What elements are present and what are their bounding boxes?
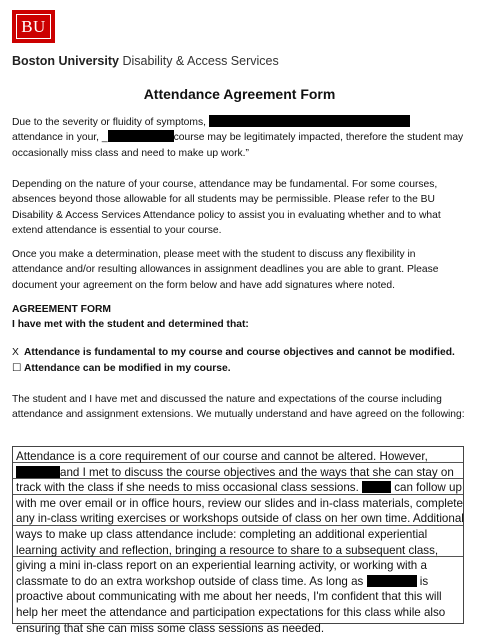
redaction-bar <box>108 130 174 142</box>
redaction-bar <box>16 466 60 478</box>
checkbox-checked-icon[interactable]: X <box>12 347 19 358</box>
form-title: Attendance Agreement Form <box>143 86 336 102</box>
intro-text-2: attendance in your, _ <box>12 132 108 144</box>
option-modifiable-label: Attendance can be modified in my course. <box>24 363 231 374</box>
redaction-bar <box>362 481 391 493</box>
agreement-text-2: and I met to discuss the course objectives and the ways that she can stay on track with the class if she needs to miss occasional class sessions. <box>16 465 454 495</box>
bu-logo-text: BU <box>16 14 51 39</box>
intro-text-1: Due to the severity or fluidity of symptoms, <box>12 117 209 128</box>
checkbox-empty-icon[interactable]: ☐ <box>12 363 22 374</box>
attendance-paragraph: Depending on the nature of your course, attendance may be fundamental. For some courses, absences beyond those allowable for all students may be permissible. Please refer to the BU Disability & Access Services Attendance policy to assist you in evaluating whether and to what extend attendance is essential to your course. <box>12 179 441 236</box>
agreement-subheading: I have met with the student and determined that: <box>12 319 249 330</box>
agreement-text-4: is proactive about communicating with me about her needs, I'm confident that this will help her meet the attendance and participation expectations for this class while also ensuring that she can miss some class sessions as needed. <box>16 574 446 635</box>
mutual-agreement-paragraph: The student and I have met and discussed the nature and expectations of the course including attendance and assignment extensions. We mutually understand and have agreed on the following: <box>12 394 465 421</box>
intro-text-3: course may be legitimately impacted, therefore the student may occasionally miss class and need to make up work.” <box>12 132 464 159</box>
option-fundamental-label: Attendance is fundamental to my course and course objectives and cannot be modified. <box>24 347 455 358</box>
agreement-text-3: can follow up with me over email or in office hours, review our slides and in-class materials, complete any in-class writing exercises or workshops outside of class on her own time. Additional ways to make up class attendance include: completing an additional experiential learning activity and reflection, bringing a resource to share to a subsequent class, giving a mini in-class report on an experiential learning activity, or working with a classmate to do an extra workshop outside of class time. As long as <box>16 481 464 588</box>
agreement-text-1: Attendance is a core requirement of our course and cannot be altered. However, <box>16 450 428 463</box>
agreement-heading: AGREEMENT FORM <box>12 304 111 315</box>
agreement-box-text <box>16 449 464 636</box>
redaction-bar <box>209 115 410 127</box>
organization-name <box>12 54 279 68</box>
intro-paragraph <box>12 115 468 161</box>
bu-logo <box>12 10 55 43</box>
option-modifiable[interactable] <box>12 362 231 374</box>
agreement-text-box[interactable] <box>12 446 464 635</box>
org-name-rest: Disability & Access Services <box>118 54 279 68</box>
determination-paragraph: Once you make a determination, please meet with the student to discuss any flexibility in attendance and/or resulting allowances in assignment deadlines you are able to grant. Please document your agreement on the form below and have add signatures where noted. <box>12 249 439 291</box>
option-fundamental[interactable] <box>12 347 455 358</box>
org-name-bold: Boston University <box>12 54 119 68</box>
redaction-bar <box>367 575 417 587</box>
